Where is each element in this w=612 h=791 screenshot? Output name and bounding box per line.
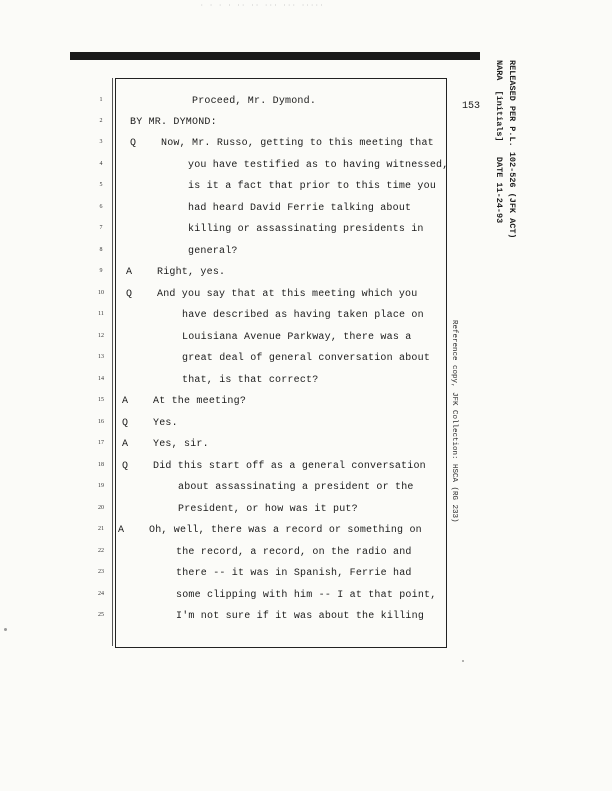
- line-number: 18: [98, 462, 104, 468]
- line-number: 3: [99, 139, 103, 145]
- line-number: 9: [99, 268, 103, 274]
- top-rule: [70, 52, 480, 60]
- line-number: 23: [98, 569, 104, 575]
- line-number: 12: [98, 333, 104, 339]
- scan-speck: [4, 628, 7, 631]
- line-number: 10: [98, 290, 104, 296]
- line-number: 7: [99, 225, 103, 231]
- line-number: 16: [98, 419, 104, 425]
- transcript-line: is it a fact that prior to this time you: [188, 181, 437, 192]
- transcript-line: have described as having taken place on: [182, 310, 424, 321]
- line-number: 11: [98, 311, 104, 317]
- line-number: 21: [98, 526, 104, 532]
- transcript-line: A Yes, sir.: [122, 439, 209, 450]
- line-number: 13: [98, 354, 104, 360]
- margin-rule: [112, 78, 113, 646]
- line-number: 2: [99, 118, 103, 124]
- transcript-line: you have testified as to having witnessed,: [188, 160, 449, 171]
- release-stamp-line2: NARA [initials] DATE 11-24-93: [494, 60, 504, 224]
- transcript-line: Q Did this start off as a general conversation: [122, 461, 426, 472]
- transcript-line: BY MR. DYMOND:: [130, 117, 217, 128]
- transcript-line: A At the meeting?: [122, 396, 247, 407]
- line-number: 15: [98, 397, 104, 403]
- transcript-line: I'm not sure if it was about the killing: [176, 611, 425, 622]
- transcript-line: there -- it was in Spanish, Ferrie had: [176, 568, 412, 579]
- transcript-line: President, or how was it put?: [178, 504, 358, 515]
- release-stamp-line1: RELEASED PER P.L. 102-526 (JFK ACT): [507, 60, 517, 239]
- line-number: 20: [98, 505, 104, 511]
- line-number: 22: [98, 548, 104, 554]
- page-number: 153: [462, 101, 481, 112]
- transcript-line: killing or assassinating presidents in: [188, 224, 424, 235]
- transcript-line: Q And you say that at this meeting which you: [126, 289, 418, 300]
- transcript-line: Proceed, Mr. Dymond.: [192, 96, 317, 107]
- reference-copy-note: Reference copy, JFK Collection: HSCA (RG 233): [450, 320, 458, 523]
- line-number: 1: [99, 97, 103, 103]
- transcript-line: A Right, yes.: [126, 267, 226, 278]
- transcript-line: the record, a record, on the radio and: [176, 547, 412, 558]
- transcript-line: general?: [188, 246, 238, 257]
- transcript-line: some clipping with him -- I at that point,: [176, 590, 437, 601]
- transcript-line: that, is that correct?: [182, 375, 319, 386]
- transcript-line: about assassinating a president or the: [178, 482, 414, 493]
- line-number: 6: [99, 204, 103, 210]
- transcript-line: great deal of general conversation about: [182, 353, 431, 364]
- transcript-line: Q Yes.: [122, 418, 178, 429]
- header-smudge: · · · · ·· ·· ··· ··· ·····: [200, 2, 325, 9]
- line-number: 17: [98, 440, 104, 446]
- transcript-line: had heard David Ferrie talking about: [188, 203, 412, 214]
- line-number: 19: [98, 483, 104, 489]
- line-number: 5: [99, 182, 103, 188]
- line-number: 4: [99, 161, 103, 167]
- line-number: 8: [99, 247, 103, 253]
- transcript-line: A Oh, well, there was a record or something on: [118, 525, 422, 536]
- line-number: 24: [98, 591, 104, 597]
- transcript-line: Q Now, Mr. Russo, getting to this meeting that: [130, 138, 434, 149]
- line-number: 14: [98, 376, 104, 382]
- transcript-line: Louisiana Avenue Parkway, there was a: [182, 332, 412, 343]
- scan-speck: [462, 660, 464, 662]
- release-stamp: [492, 60, 518, 239]
- line-number: 25: [98, 612, 104, 618]
